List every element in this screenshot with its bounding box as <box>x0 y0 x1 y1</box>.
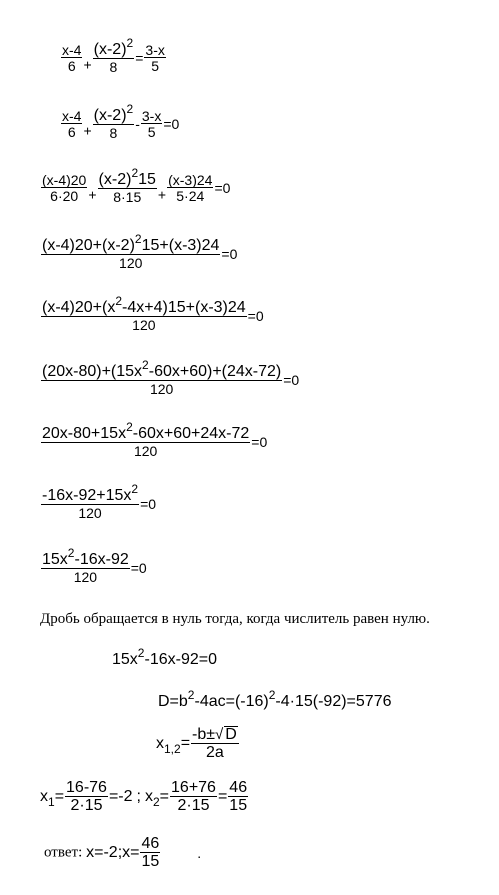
equals-zero: =0 <box>214 180 231 196</box>
operator: + <box>83 122 92 139</box>
answer-label: ответ: <box>44 844 83 861</box>
equals-zero: =0 <box>251 434 268 450</box>
fraction <box>61 109 82 139</box>
roots-line: $x_1=$ $\frac{16-76}{2\cdot 15}$ =-2 ; $x_2=$ $\frac{16+76}{2\cdot 15}$ = $\frac{46}{15}$ <box>40 779 248 814</box>
equation-step-4 <box>40 232 238 271</box>
equals-zero: =0 <box>283 372 300 388</box>
numerator: x-4 <box>62 42 82 58</box>
denominator: 120 <box>41 504 139 520</box>
answer-line <box>44 836 201 870</box>
fraction <box>228 780 248 814</box>
denominator: 120 <box>41 316 247 332</box>
numerator: $(x-2)^2$ <box>93 36 134 58</box>
equation-step-9 <box>40 546 147 585</box>
denominator: 15 <box>141 853 160 870</box>
quadratic-equation: $15x^2-16x-92=0$ <box>112 646 217 668</box>
fraction <box>93 36 135 75</box>
numerator: -b±√ D <box>192 726 237 743</box>
period: . <box>197 845 202 861</box>
denominator: 8 <box>93 124 135 140</box>
roots-formula: $x_{1,2}=$ $\frac{-b\pm√ D}{2a}$ <box>156 726 237 761</box>
fraction <box>167 173 213 203</box>
equation-step-2 <box>60 102 180 141</box>
equation-step-6 <box>40 358 300 397</box>
operator: - <box>135 116 140 132</box>
denominator: 6·20 <box>41 187 87 203</box>
denominator: 6 <box>61 123 82 139</box>
fraction <box>41 420 250 459</box>
numerator: (x-3)24 <box>168 172 213 188</box>
numerator: x-4 <box>62 108 82 124</box>
numerator: $(x-2)^2$ <box>93 102 134 124</box>
numerator: 3-x <box>145 42 165 58</box>
numerator: $(20x-80)+(15x^2-60x+60)+(24x-72)$ <box>42 358 282 380</box>
operator: = <box>135 50 144 66</box>
equation-step-3 <box>40 166 231 205</box>
numerator: 16-76 <box>66 779 107 796</box>
denominator: 120 <box>41 254 220 270</box>
denominator: 8·15 <box>98 188 157 204</box>
fraction <box>141 109 162 139</box>
numerator: 3-x <box>141 108 162 124</box>
explanation-text: Дробь обращается в нуль тогда, когда числитель равен нулю. <box>40 611 430 627</box>
denominator: 5 <box>141 123 162 139</box>
fraction <box>41 173 87 203</box>
operator: + <box>83 56 92 73</box>
denominator: 8 <box>93 58 135 74</box>
operator: + <box>157 186 167 203</box>
denominator: 120 <box>41 442 250 458</box>
equation-step-7 <box>40 420 268 459</box>
denominator: 2·15 <box>65 796 108 814</box>
fraction <box>41 232 220 271</box>
fraction <box>98 166 157 205</box>
fraction <box>144 43 165 73</box>
denominator: 5·24 <box>167 187 213 203</box>
discriminant-line: $D=b^2-4ac=(-16)^2-4\cdot 15(-92)=5776$ <box>158 688 392 710</box>
numerator: 46 <box>141 835 160 852</box>
numerator: 16+76 <box>171 779 216 796</box>
fraction <box>41 294 247 333</box>
equals-zero: =0 <box>140 496 157 512</box>
numerator: (x-4)20 <box>42 172 87 188</box>
equals-zero: =0 <box>247 308 264 324</box>
numerator: $(x-4)20+(x^2-4x+4)15+(x-3)24$ <box>42 294 246 316</box>
numerator: $-16x-92+15x^2$ <box>42 482 139 504</box>
numerator: $(x-2)^215$ <box>98 166 156 188</box>
fraction <box>61 43 82 73</box>
denominator: 15 <box>229 797 248 814</box>
denominator: 6 <box>61 57 82 73</box>
denominator: 2·15 <box>170 796 217 814</box>
numerator: $20x-80+15x^2-60x+60+24x-72$ <box>42 420 250 442</box>
denominator: 120 <box>41 380 282 396</box>
denominator: 2a <box>191 743 239 761</box>
fraction <box>93 102 135 141</box>
equation-step-1 <box>60 36 167 75</box>
equals-zero: =0 <box>163 116 180 132</box>
fraction <box>140 836 160 870</box>
fraction <box>41 546 130 585</box>
operator: + <box>88 186 97 203</box>
numerator: 46 <box>229 779 248 796</box>
denominator: 120 <box>41 568 130 584</box>
fraction <box>41 482 139 521</box>
fraction <box>41 358 282 397</box>
sqrt-sign: √ <box>215 726 224 743</box>
answer-value: x=-2;x= <box>86 844 140 861</box>
numerator: $15x^2-16x-92$ <box>42 546 129 568</box>
equation-step-8 <box>40 482 157 521</box>
equation-step-5 <box>40 294 264 333</box>
fraction <box>170 780 217 814</box>
numerator: $(x-4)20+(x-2)^215+(x-3)24$ <box>42 232 220 254</box>
equals-zero: =0 <box>221 246 238 262</box>
fraction <box>65 780 108 814</box>
equals-zero: =0 <box>130 560 147 576</box>
denominator: 5 <box>144 57 165 73</box>
fraction <box>191 726 239 761</box>
